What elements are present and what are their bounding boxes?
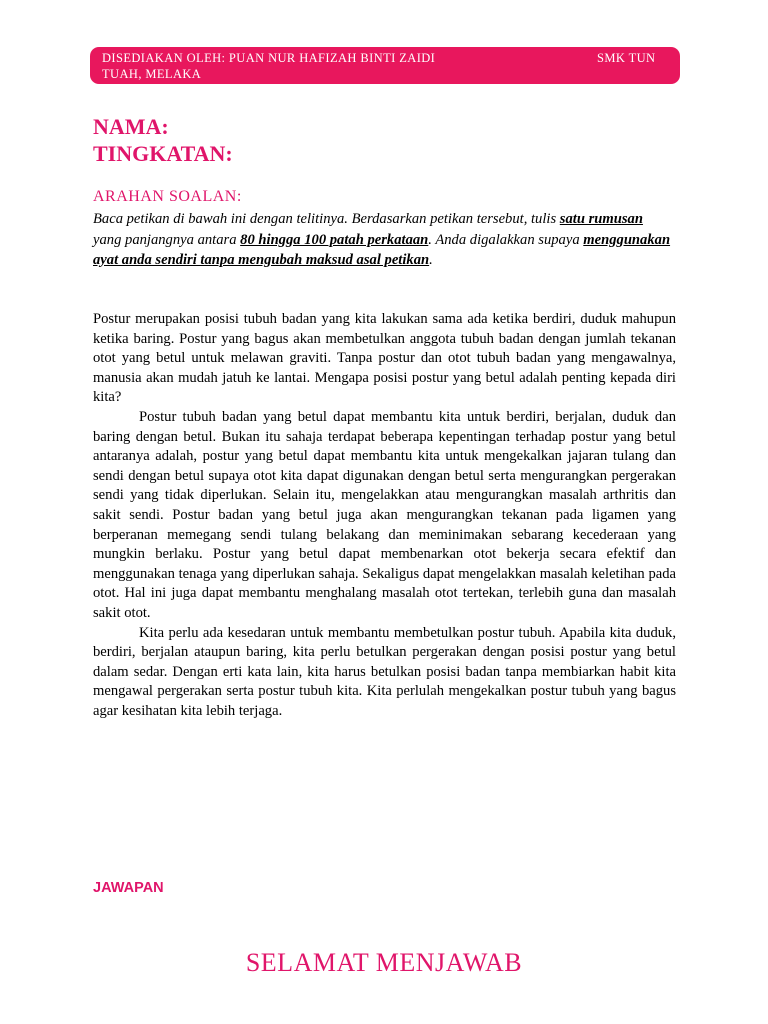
school-name-part-1: SMK TUN: [597, 51, 656, 65]
instructions-part: . Anda digalakkan supaya: [428, 231, 584, 248]
instructions-part: .: [429, 252, 433, 268]
instructions-heading: ARAHAN SOALAN:: [93, 188, 242, 205]
closing-message: SELAMAT MENJAWAB: [245, 948, 523, 977]
name-field-label: NAMA:: [93, 114, 169, 139]
author-credit: DISEDIAKAN OLEH: PUAN NUR HAFIZAH BINTI ZAIDI: [102, 51, 436, 65]
reading-passage: [93, 310, 676, 721]
passage-paragraph-1: Postur merupakan posisi tubuh badan yang kita lakukan sama ada ketika berdiri, duduk mahupun ketika baring. Postur yang bagus akan membetulkan anggota tubuh badan dengan jumlah tekanan otot yang betul untuk melawan graviti. Tanpa postur dan otot tubuh badan yang mengawalnya, manusia akan mudah jatuh ke lantai. Mengapa posisi postur yang betul adalah penting kepada diri kita?: [93, 311, 676, 406]
instructions-part: Baca petikan di bawah ini dengan telitinya. Berdasarkan petikan tersebut, tulis: [93, 211, 560, 227]
instructions-emphasis: satu rumusan: [559, 211, 643, 227]
instructions-emphasis: menggunakan ayat anda sendiri tanpa mengubah maksud asal petikan: [93, 231, 671, 268]
school-name-part-2: TUAH, MELAKA: [102, 67, 202, 81]
instructions-part: yang panjangnya antara: [93, 231, 241, 248]
header-banner: [90, 47, 680, 84]
instructions-text: [93, 209, 673, 271]
passage-paragraph-2: Postur tubuh badan yang betul dapat membantu kita untuk berdiri, berjalan, duduk dan baring dengan betul. Bukan itu sahaja terdapat beberapa kepentingan terhadap postur yang betul antaranya adalah, postur yang betul dapat membantu kita untuk mengekalkan jajaran tulang dan sendi dengan betul supaya otot kita dapat digunakan dengan betul serta mengurangkan pergerakan sendi yang tidak diperlukan. Selain itu, mengelakkan atau mengurangkan masalah arthritis dan sakit sendi. Postur badan yang betul juga akan mengurangkan tekanan pada ligamen yang berperanan memegang sendi tulang belakang dan meminimakan sebarang kecederaan yang mungkin berlaku. Postur yang betul dapat membenarkan otot bekerja secara efektif dan menggunakan tenaga yang diperlukan sahaja. Sekaligus dapat mengelakkan masalah keletihan pada otot. Hal ini juga dapat membantu menghalang masalah otot tertekan, terlebih guna dan masalah sakit otot.: [93, 408, 676, 621]
passage-paragraph-3: Kita perlu ada kesedaran untuk membantu membetulkan postur tubuh. Apabila kita duduk, berdiri, berjalan ataupun baring, kita perlu betulkan pergerakan dengan posisi postur yang betul dalam sedar. Dengan erti kata lain, kita harus betulkan posisi badan tanpa membiarkan habit kita mengawal pergerakan serta postur tubuh kita. Kita perlulah mengekalkan postur tubuh yang bagus agar kesihatan kita lebih terjaga.: [93, 624, 676, 719]
answer-label: JAWAPAN: [93, 880, 164, 896]
form-level-label: TINGKATAN:: [93, 141, 233, 166]
instructions-emphasis: 80 hingga 100 patah perkataan: [240, 231, 429, 248]
